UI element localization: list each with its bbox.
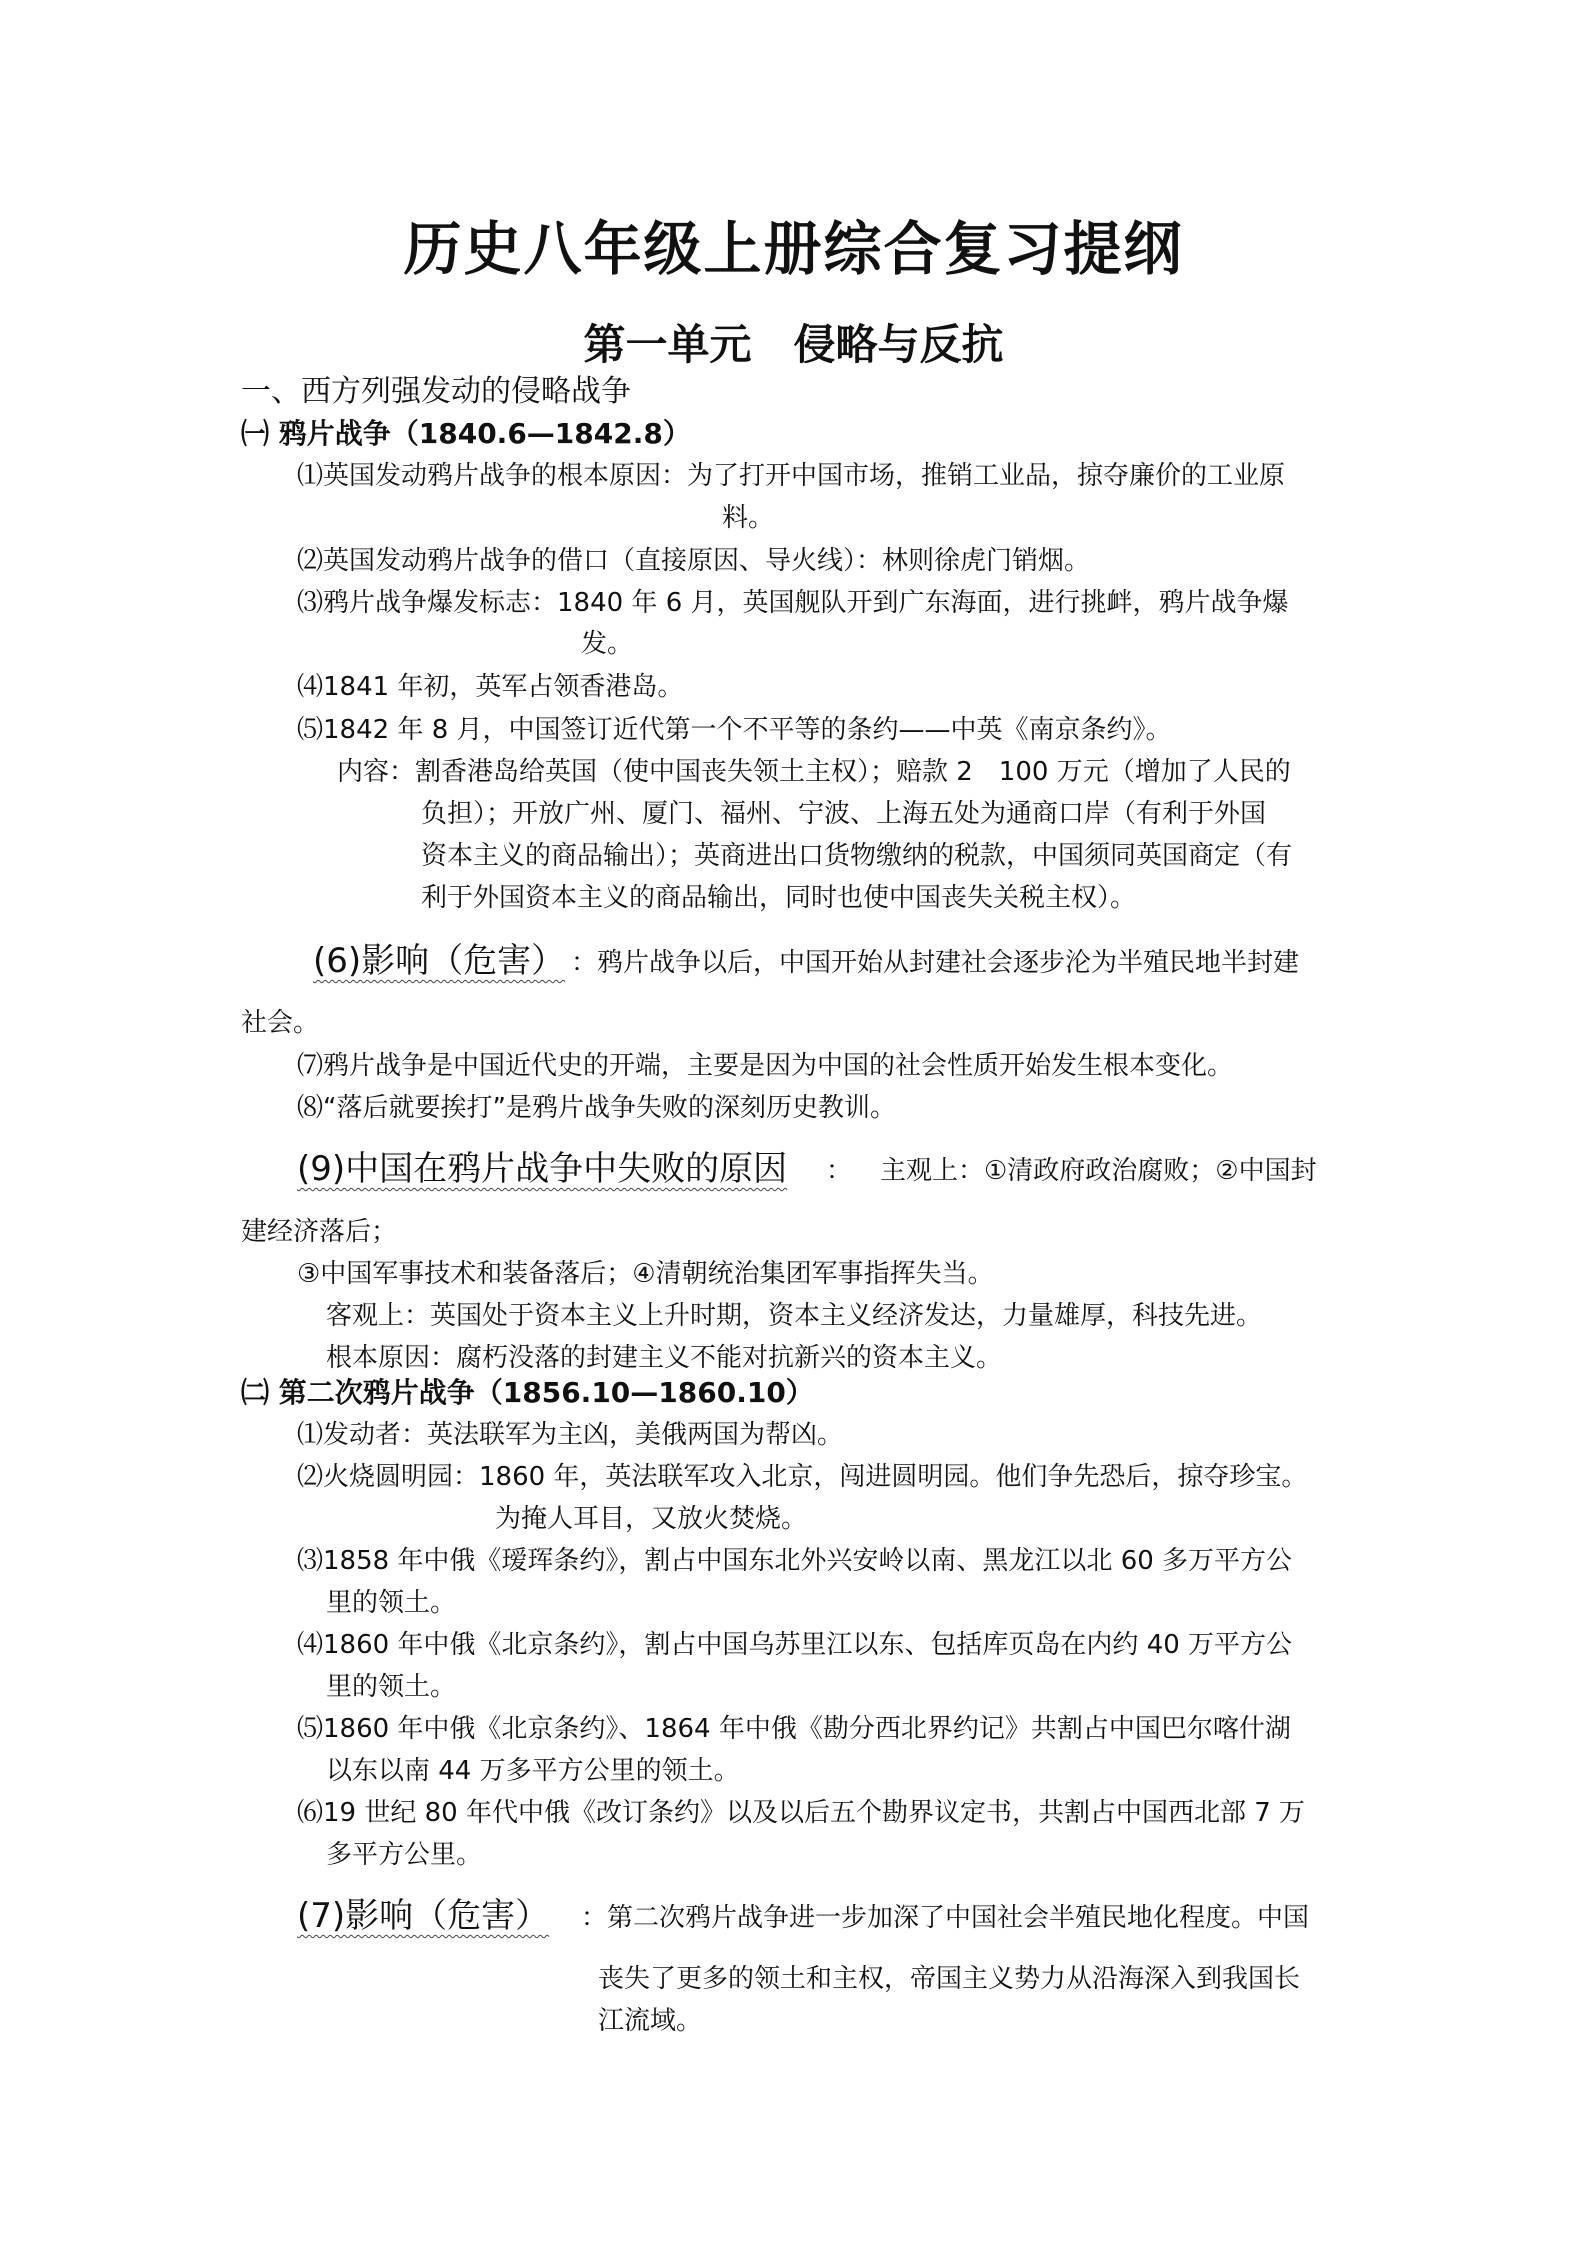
failure-reason-item: ③中国军事技术和装备落后；④清朝统治集团军事指挥失当。 [297,1259,994,1289]
part1-item1: ⑴英国发动鸦片战争的根本原因：为了打开中国市场，推销工业品，掠夺廉价的工业原 [297,461,1286,491]
treaty-content-cont: 利于外国资本主义的商品输出，同时也使中国丧失关税主权）。 [421,883,1137,913]
part2-item3-cont: 里的领土。 [326,1588,457,1618]
part1-item7: ⑺鸦片战争是中国近代史的开端，主要是因为中国的社会性质开始发生根本变化。 [297,1051,1234,1081]
part1-item5: ⑸1842 年 8 月，中国签订近代第一个不平等的条约——中英《南京条约》。 [297,715,1172,745]
part1-item4: ⑷1841 年初，英军占领香港岛。 [297,672,684,702]
treaty-content: 内容：割香港岛给英国（使中国丧失领土主权）；赔款 2 100 万元（增加了人民的 [337,757,1291,787]
treaty-content-cont: 负担）；开放广州、厦门、福州、宁波、上海五处为通商口岸（有利于外国 [421,799,1267,829]
part2-impact-label: (7)影响（危害） [297,1896,550,1936]
part2-item6: ⑹19 世纪 80 年代中俄《改订条约》以及以后五个勘界议定书，共割占中国西北部 7 万 [297,1798,1306,1828]
part2-impact-cont: 江流域。 [598,2006,703,2036]
part2-item3: ⑶1858 年中俄《瑷珲条约》，割占中国东北外兴安岭以南、黑龙江以北 60 多万平方公 [297,1546,1293,1576]
impact-text: ：鸦片战争以后，中国开始从封建社会逐步沦为半殖民地半封建 [571,948,1300,978]
part1-heading: ㈠ 鸦片战争（1840.6—1842.8） [241,417,691,450]
part2-item4-cont: 里的领土。 [326,1672,457,1702]
part2-item6-cont: 多平方公里。 [326,1840,483,1870]
part2-impact-cont: 丧失了更多的领土和主权，帝国主义势力从沿海深入到我国长 [598,1964,1301,1994]
unit-heading: 第一单元 侵略与反抗 [583,320,1004,369]
objective-reason: 客观上：英国处于资本主义上升时期，资本主义经济发达，力量雄厚，科技先进。 [326,1301,1263,1331]
part2-heading: ㈡ 第二次鸦片战争（1856.10—1860.10） [241,1376,814,1409]
part1-item1-cont: 料。 [722,503,775,533]
failure-reason-colon: ： [826,1156,853,1186]
failure-reason-label: (9)中国在鸦片战争中失败的原因 [297,1149,788,1189]
part2-item5-cont: 以东以南 44 万多平方公里的领土。 [326,1756,740,1786]
part1-item3: ⑶鸦片战争爆发标志：1840 年 6 月，英国舰队开到广东海面，进行挑衅，鸦片战争爆 [297,588,1289,618]
impact-label: (6)影响（危害） [313,941,566,981]
part2-item5: ⑸1860 年中俄《北京条约》、1864 年中俄《勘分西北界约记》共割占中国巴尔喀什湖 [297,1714,1291,1744]
failure-reason-cont: 建经济落后； [241,1217,398,1247]
page-title: 历史八年级上册综合复习提纲 [403,215,1184,283]
failure-reason-text: 主观上：①清政府政治腐败；②中国封 [880,1156,1317,1186]
treaty-content-cont: 资本主义的商品输出）；英商进出口货物缴纳的税款，中国须同英国商定（有 [421,841,1293,871]
part2-item2: ⑵火烧圆明园：1860 年，英法联军攻入北京，闯进圆明园。他们争先恐后，掠夺珍宝。 [297,1462,1308,1492]
impact-text-cont: 社会。 [241,1008,320,1038]
part2-impact-text: ：第二次鸦片战争进一步加深了中国社会半殖民地化程度。中国 [581,1903,1310,1933]
part1-item3-cont: 发。 [581,629,634,659]
section-heading: 一、西方列强发动的侵略战争 [241,374,631,409]
part1-item8: ⑻“落后就要挨打”是鸦片战争失败的深刻历史教训。 [297,1093,896,1123]
part2-item1: ⑴发动者：英法联军为主凶，美俄两国为帮凶。 [297,1420,844,1450]
part1-item2: ⑵英国发动鸦片战争的借口（直接原因、导火线）：林则徐虎门销烟。 [297,546,1091,576]
part2-item2-cont: 为掩人耳目，又放火焚烧。 [495,1504,808,1534]
part2-item4: ⑷1860 年中俄《北京条约》，割占中国乌苏里江以东、包括库页岛在内约 40 万平方公 [297,1630,1293,1660]
root-reason: 根本原因：腐朽没落的封建主义不能对抗新兴的资本主义。 [326,1343,1003,1373]
